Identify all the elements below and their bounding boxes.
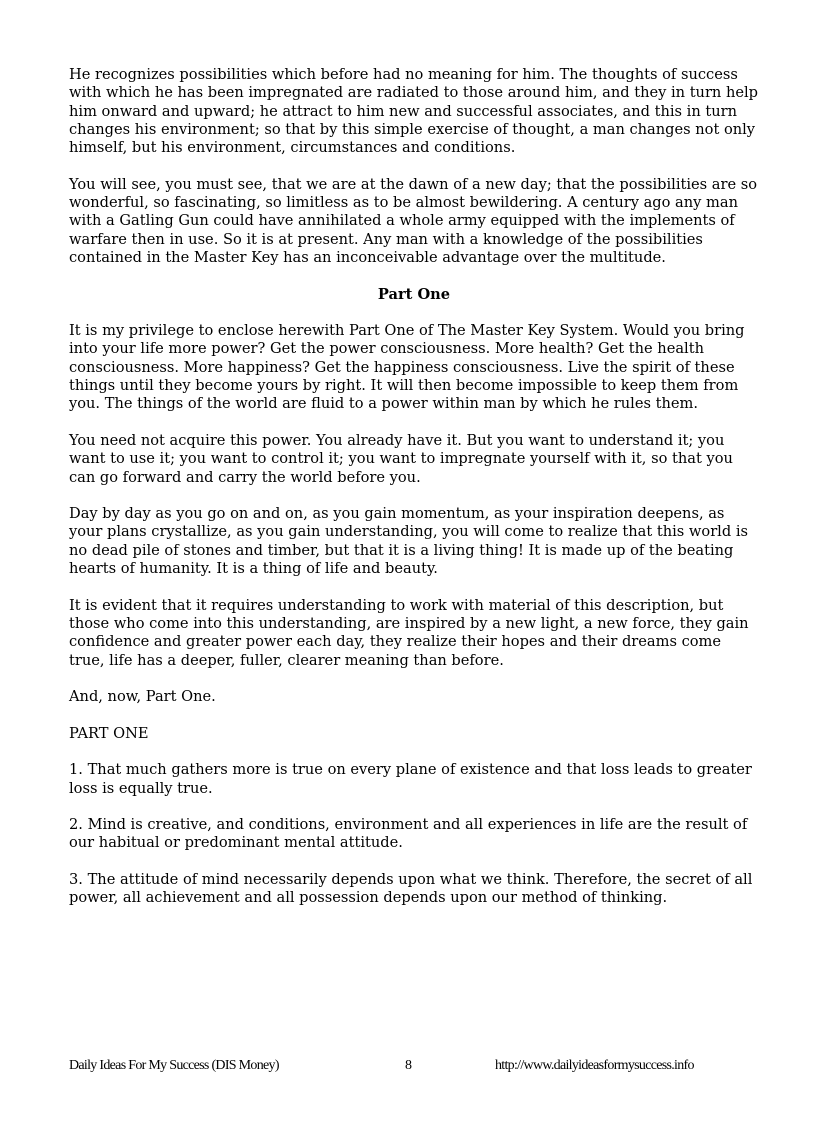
- paragraph-day-by-day: Day by day as you go on and on, as you gain momentum, as your inspiration deepens, as your plans crystallize, as you gain understanding, you will come to realize that this world is no dead pile of stones and timber, but that it is a living thing! It is made up of the beating hearts of humanity. It is a thing of life and beauty.: [69, 505, 748, 578]
- numbered-item-2: 2. Mind is creative, and conditions, environment and all experiences in life are the result of our habitual or predominant mental attitude.: [69, 816, 748, 852]
- section-heading: Part One: [377, 285, 451, 303]
- footer-page-number: 8: [405, 1058, 412, 1073]
- page-footer: [69, 1058, 749, 1076]
- paragraph-new-day: You will see, you must see, that we are at the dawn of a new day; that the possibilities are so wonderful, so fascinating, so limitless as to be almost bewildering. A century ago any man with a Gatling Gun could have annihilated a whole army equipped with the implements of warfare then in use. So it is at present. Any man with a knowledge of the possibilities contained in the Master Key has an inconceivable advantage over the multitude.: [69, 175, 758, 266]
- footer-url[interactable]: http://www.dailyideasformysuccess.info: [495, 1058, 694, 1073]
- part-one-label: PART ONE: [69, 724, 149, 742]
- paragraph-power: You need not acquire this power. You already have it. But you want to understand it; you want to use it; you want to control it; you want to impregnate yourself with it, so that you can go forward and carry the world before you.: [69, 431, 733, 486]
- page-body: [69, 66, 759, 926]
- paragraph-privilege: It is my privilege to enclose herewith Part One of The Master Key System. Would you bring into your life more power? Get the power consciousness. More health? Get the health consciousness. More happiness? Get the happiness consciousness. Live the spirit of these things until they become yours by right. It will then become impossible to keep them from you. The things of the world are fluid to a power within man by which he rules them.: [69, 322, 745, 413]
- numbered-item-1: 1. That much gathers more is true on every plane of existence and that loss leads to greater loss is equally true.: [69, 761, 752, 797]
- paragraph-possibilities: He recognizes possibilities which before had no meaning for him. The thoughts of success with which he has been impregnated are radiated to those around him, and they in turn help him onward and upward; he attract to him new and successful associates, and this in turn changes his environment; so that by this simple exercise of thought, a man changes not only himself, but his environment, circumstances and conditions.: [69, 66, 759, 157]
- footer-site-name: Daily Ideas For My Success (DIS Money): [69, 1058, 279, 1073]
- numbered-item-3: 3. The attitude of mind necessarily depends upon what we think. Therefore, the secret of all power, all achievement and all possession depends upon our method of thinking.: [69, 871, 753, 907]
- paragraph-and-now: And, now, Part One.: [69, 688, 216, 706]
- paragraph-understanding: It is evident that it requires understanding to work with material of this description, but those who come into this understanding, are inspired by a new light, a new force, they gain confidence and greater power each day, they realize their hopes and their dreams come true, life has a deeper, fuller, clearer meaning than before.: [69, 596, 749, 669]
